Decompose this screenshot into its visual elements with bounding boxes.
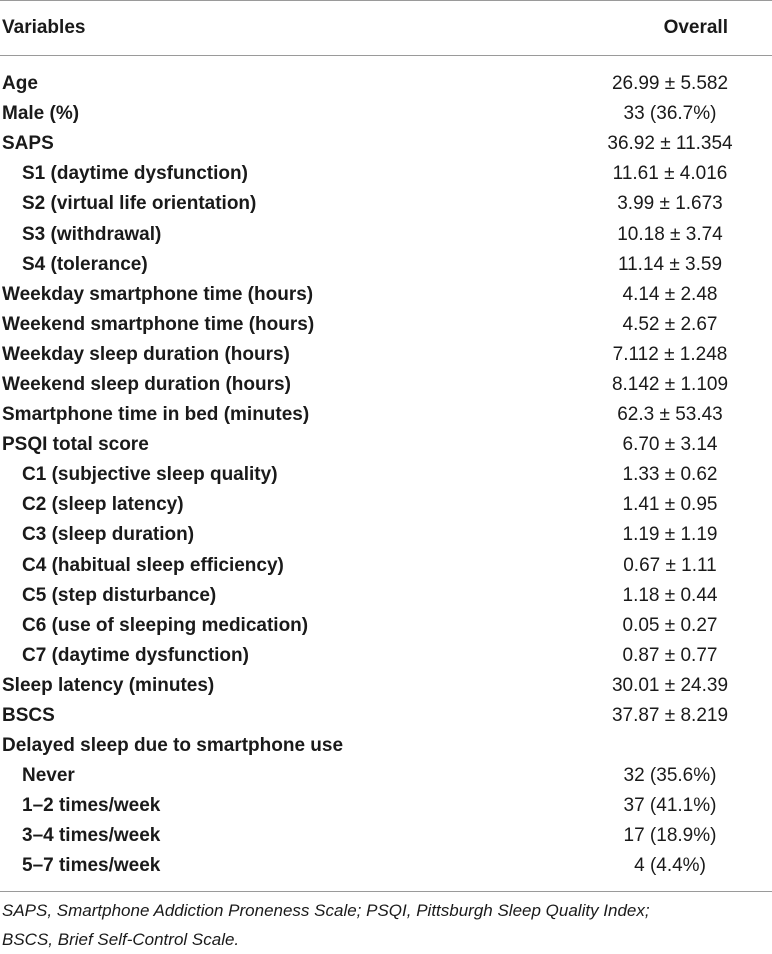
row-value: 0.05 ± 0.27 — [622, 614, 718, 636]
row-value: 30.01 ± 24.39 — [611, 674, 729, 696]
row-value: 6.70 ± 3.14 — [622, 434, 718, 456]
row-label: Age — [2, 73, 38, 95]
table-row — [0, 611, 772, 641]
row-value: 1.18 ± 0.44 — [622, 584, 718, 606]
row-label: C4 (habitual sleep efficiency) — [22, 554, 284, 576]
table-row — [0, 430, 772, 460]
row-value: 17 (18.9%) — [623, 825, 717, 847]
row-label: Weekday sleep duration (hours) — [2, 343, 290, 365]
row-value: 4.14 ± 2.48 — [622, 283, 718, 305]
row-value: 32 (35.6%) — [623, 765, 717, 787]
row-value: 10.18 ± 3.74 — [617, 223, 723, 245]
row-label: S4 (tolerance) — [22, 253, 148, 275]
table-row — [0, 400, 772, 430]
row-value: 1.33 ± 0.62 — [622, 464, 718, 486]
row-label: Weekend sleep duration (hours) — [2, 373, 291, 395]
table-row — [0, 219, 772, 249]
table-row — [0, 701, 772, 731]
row-label: Never — [22, 765, 75, 787]
row-label: Male (%) — [2, 103, 80, 125]
row-label: 3–4 times/week — [22, 825, 161, 847]
row-label: BSCS — [2, 705, 55, 727]
table-row — [0, 761, 772, 791]
row-label: C1 (subjective sleep quality) — [22, 464, 278, 486]
row-value: 8.142 ± 1.109 — [611, 373, 729, 395]
row-label: Weekend smartphone time (hours) — [2, 313, 315, 335]
row-value: 4.52 ± 2.67 — [622, 313, 718, 335]
row-label: Smartphone time in bed (minutes) — [2, 404, 310, 426]
table-row — [0, 791, 772, 821]
row-value: 11.61 ± 4.016 — [612, 163, 728, 185]
header-variables: Variables — [2, 17, 86, 38]
row-label: C6 (use of sleeping medication) — [22, 614, 309, 636]
table-row — [0, 69, 772, 99]
table-row — [0, 340, 772, 370]
table-row — [0, 159, 772, 189]
table-row — [0, 490, 772, 520]
table-footnote: SAPS, Smartphone Addiction Proneness Scale; PSQI, Pittsburgh Sleep Quality Index; BSCS, Brief Self-Control Scale. — [2, 900, 650, 949]
row-value: 1.19 ± 1.19 — [622, 524, 718, 546]
row-value: 62.3 ± 53.43 — [617, 404, 723, 426]
table-row — [0, 671, 772, 701]
table-header — [0, 1, 772, 55]
table-row — [0, 581, 772, 611]
row-label: 5–7 times/week — [22, 855, 161, 877]
row-value: 0.87 ± 0.77 — [622, 644, 718, 666]
row-label: Sleep latency (minutes) — [2, 674, 215, 696]
row-value: 36.92 ± 11.354 — [607, 133, 733, 155]
row-value: 33 (36.7%) — [623, 103, 717, 125]
row-value: 37 (41.1%) — [623, 795, 717, 817]
table-row — [0, 189, 772, 219]
table-row — [0, 280, 772, 310]
table-row — [0, 731, 772, 761]
row-value: 3.99 ± 1.673 — [617, 193, 723, 215]
row-label: C3 (sleep duration) — [22, 524, 195, 546]
row-value: 4 (4.4%) — [634, 855, 706, 877]
table-row — [0, 641, 772, 671]
table-row — [0, 310, 772, 340]
row-value: 37.87 ± 8.219 — [611, 705, 729, 727]
row-label: S1 (daytime dysfunction) — [22, 163, 248, 185]
row-label: C5 (step disturbance) — [22, 584, 217, 606]
row-value: 0.67 ± 1.11 — [623, 554, 717, 576]
table-row — [0, 129, 772, 159]
row-value: 1.41 ± 0.95 — [622, 494, 718, 516]
table-row — [0, 250, 772, 280]
row-label: Delayed sleep due to smartphone use — [2, 735, 344, 757]
table-row — [0, 99, 772, 129]
row-label: PSQI total score — [2, 434, 149, 456]
table-row — [0, 460, 772, 490]
table-row — [0, 551, 772, 581]
table-row — [0, 821, 772, 851]
row-label: 1–2 times/week — [22, 795, 161, 817]
row-label: C2 (sleep latency) — [22, 494, 184, 516]
row-value: 7.112 ± 1.248 — [612, 343, 728, 365]
row-label: C7 (daytime dysfunction) — [22, 644, 249, 666]
table-row — [0, 370, 772, 400]
row-label: S2 (virtual life orientation) — [22, 193, 257, 215]
table-body — [0, 56, 772, 882]
row-value: 11.14 ± 3.59 — [617, 253, 723, 275]
row-label: S3 (withdrawal) — [22, 223, 162, 245]
row-label: Weekday smartphone time (hours) — [2, 283, 314, 305]
row-label: SAPS — [2, 133, 54, 155]
table-row — [0, 851, 772, 881]
header-overall: Overall — [663, 17, 728, 38]
row-value: 26.99 ± 5.582 — [611, 73, 729, 95]
table-row — [0, 520, 772, 550]
